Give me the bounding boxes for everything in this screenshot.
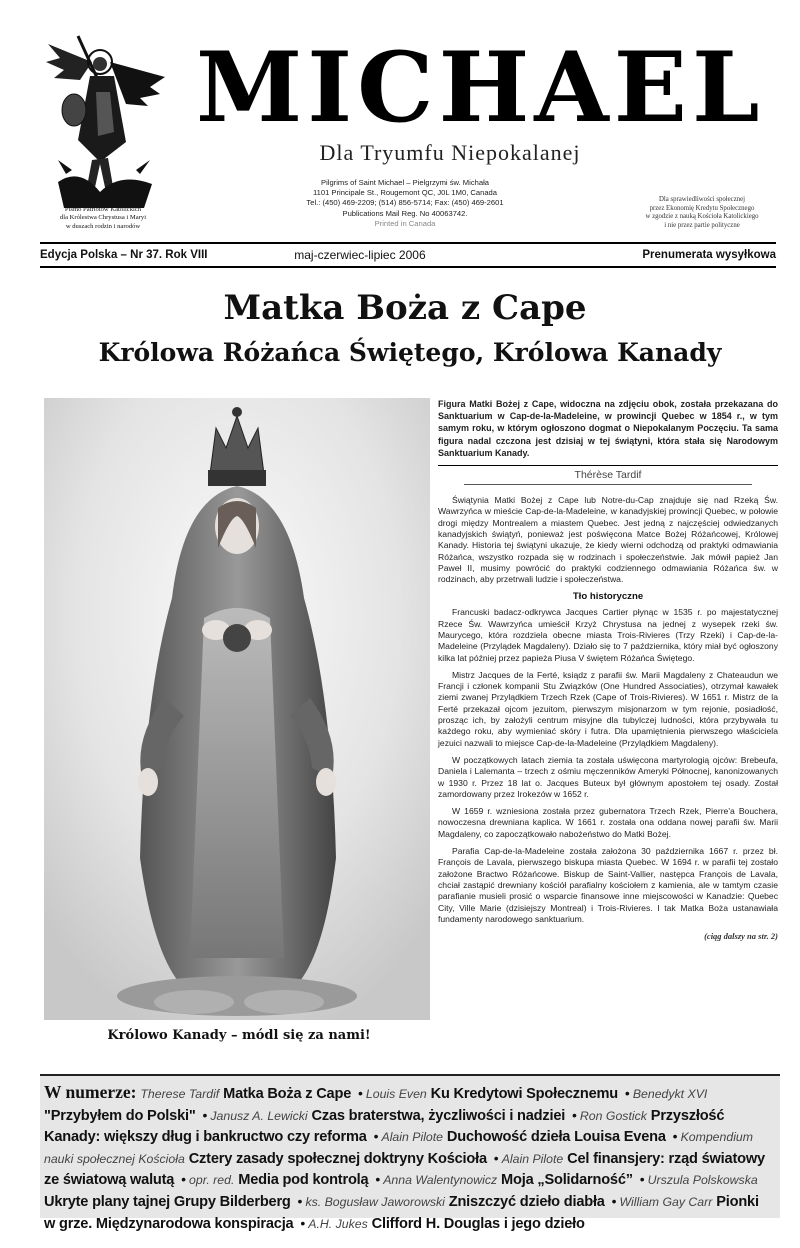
article-paragraph: Francuski badacz-odkrywca Jacques Cartier płynąc w 1535 r. po majestatycznej Rzece Św. Wawrzyńca umieścił Krzyż Chrystusa na jednej z wysepek rzeki św. Maurycego, która rozdziela obecne miasta Trois-Rivieres (Trzy Rzeki) i Cap-de-la-Madeleine (Przylądek Magdaleny). Działo się to 7 października, który miał być ogłoszony kilka lat później przez papieża Piusa V świętem Różańca Świętego. — [438, 607, 778, 663]
publisher-phone: Tel.: (450) 469-2209; (514) 856-5714; Fax: (450) 469-2601 — [306, 198, 504, 208]
article-paragraph: Świątynia Matki Bożej z Cape lub Notre-du-Cap znajduje się nad Rzeką Św. Wawrzyńca w mieście Cap-de-la-Madeleine, w kanadyjskiej prowincji Quebec, w połowie drogi między Montrealem a miastem Quebec. Jest jedną z najczęściej odwiedzanych kanadyjskich świątyń, ponieważ jest poświęcona Matce Bożej Różańcowej, Królowej Kanady. Historia tej świątyni ukazuje, że kiedy wierni odchodzą od praktyki odmawiania Różańca, wszystko rozpada się w rodzinach i społeczeństwie. Jak mówił papież Jan Paweł II, musimy powrócić do praktyki codziennego odmawiania Różańca św. w rodzinach, aby przetrwali ludzie i społeczeństwa. — [438, 495, 778, 585]
bullet-separator: • — [181, 1171, 187, 1188]
bullet-separator: • — [572, 1106, 577, 1123]
article-paragraph: Parafia Cap-de-la-Madeleine została założona 30 października 1667 r. przez bł. François de Lavala, pierwszego biskupa miasta Quebec. W 1694 r. w parafii tej zostało założone Bractwo Różańcowe. Biskup de Saint-Vallier, następca François de Lavala, chciał zastąpić drewniany kościół parafialny kościołem z kamienia, ale w tamtym czasie parafianie musieli prosić o wsparcie finansowe inne miejscowości w Kanadzie: Quebec City, Ville Marie (dzisiejszy Montreal) i Trois-Rivieres. I tak Matka Boża ustanawiała fundamenty narodowego sanktuarium. — [438, 846, 778, 924]
right-note-line: Dla sprawiedliwości społecznej — [658, 196, 746, 203]
issue-item-author: Alain Pilote — [501, 1151, 564, 1166]
headline-sub: Królowa Różańca Świętego, Królowa Kanady — [98, 338, 722, 367]
bullet-separator: • — [639, 1171, 645, 1188]
issue-item-author: Urszula Polskowska — [647, 1173, 758, 1188]
publisher-name: Pilgrims of Saint Michael – Pielgrzymi św. Michała — [321, 178, 489, 187]
divider — [438, 465, 778, 466]
bullet-separator: • — [375, 1171, 381, 1188]
article-paragraph: Mistrz Jacques de la Ferté, ksiądz z parafii św. Marii Magdaleny z Chateaudun we Francji i członek kompanii Stu Związków (One Hundred Associaties), otrzymał kawałek ziemi zwanej Przylądkiem Trzech Rzek (Cape of Trois-Rivieres). W 1651 r. Mistrz de la Ferté przekazał ojcom jezuitom, pierwszym misjonarzom w tym rejonie, posiadłość, prosząc ich, by założyli centrum misyjne dla tubylczej ludności, która przybywała tu każdego roku, aby wymieniać skóry i futra. Dla upamiętnienia pierwszego właściciela jezuici nazwali to miejsce Cap-de-la-Madeleine (Przylądkiem Magdaleny). — [438, 669, 778, 748]
issue-item-author: Benedykt XVI — [632, 1087, 708, 1101]
logo-caption-line: w duszach rodzin i narodów — [65, 222, 141, 230]
article-paragraph: W początkowych latach ziemia ta została uświęcona martyrologią ojców: Brebeufa, Daniela i Lalemanta – trzech z ośmiu męczenników Ameryki Północnej, kanonizowanych w 1930 r. Przez 18 lat o. Jacques Buteux był głównym apostołem tej osady. Został zamordowany przez Irokezów w 1652 r. — [438, 754, 778, 799]
masthead-right-note — [628, 196, 776, 230]
article-column — [438, 398, 778, 941]
subscription-label: Prenumerata wysyłkowa — [642, 249, 776, 261]
issue-item-title: Matka Boża z Cape — [223, 1086, 352, 1102]
headline-main: Matka Boża z Cape — [223, 288, 587, 328]
issue-item-title: Moja „Solidarność” — [501, 1172, 633, 1189]
issue-item — [210, 1107, 565, 1123]
issue-item-title: Ku Kredytowi Społecznemu — [430, 1086, 619, 1102]
publisher-info — [280, 178, 530, 229]
masthead-title: MICHAEL — [196, 31, 765, 144]
issue-item-title: Cztery zasady społecznej doktryny Kościoła — [188, 1150, 487, 1167]
logo-caption-line: dla Królestwa Chrystusa i Maryi — [59, 214, 147, 222]
logo-caption-line: Pismo Patriotów Katolickich — [64, 206, 142, 213]
in-this-issue-list — [40, 1076, 780, 1234]
issue-item-author: William Gay Carr — [619, 1194, 713, 1209]
printed-in: Printed in Canada — [374, 218, 436, 228]
saint-michael-logo — [40, 32, 168, 210]
issue-item-title: "Przybyłem do Polski" — [44, 1107, 196, 1124]
issue-item — [305, 1193, 604, 1209]
article-paragraph: W 1659 r. wzniesiona została przez gubernatora Trzech Rzek, Pierre'a Bouchera, nowoczesna drewniana kaplica. W 1661 r. została ona oddana nowej parafii św. Marii Magdaleny, co zapoczątkowało nabożeństwo do Matki Bożej. — [438, 806, 778, 839]
bullet-separator: • — [358, 1085, 363, 1101]
bullet-separator: • — [611, 1192, 617, 1209]
bullet-separator: • — [493, 1149, 499, 1166]
issue-item — [382, 1128, 666, 1144]
bullet-separator: • — [373, 1128, 379, 1145]
article-subhead: Tło historyczne — [572, 591, 644, 603]
bullet-separator: • — [672, 1128, 678, 1145]
masthead-subtitle: Dla Tryumfu Niepokalanej — [319, 140, 581, 165]
issue-item-author: Therese Tardif — [140, 1087, 220, 1101]
photo-caption: Królowo Kanady – módl się za nami! — [107, 1028, 371, 1043]
bullet-separator: • — [624, 1085, 630, 1101]
right-note-line: i nie przez partie polityczne — [664, 221, 740, 229]
divider — [464, 484, 752, 485]
issue-item-title: Duchowość dzieła Louisa Evena — [446, 1129, 666, 1146]
edition-bar — [40, 242, 776, 268]
issue-item-author: Ron Gostick — [579, 1108, 647, 1123]
issue-item-title: Zniszczyć dzieło diabła — [448, 1193, 605, 1210]
issue-item-title: Media pod kontrolą — [238, 1172, 369, 1189]
issue-item-author: Louis Even — [365, 1087, 427, 1101]
issue-item-title: Cel finansjery: rząd światowy ze światową walutą — [44, 1150, 765, 1189]
bullet-separator: • — [300, 1214, 306, 1231]
logo-caption — [34, 206, 172, 231]
issue-item-title: Pionki w grze. Międzynarodowa konspiracja — [44, 1193, 759, 1232]
publisher-mail-reg: Publications Mail Reg. No 40063742. — [342, 208, 468, 218]
issue-item — [189, 1171, 368, 1187]
issue-item-author: ks. Bogusław Jaworowski — [305, 1194, 445, 1209]
issue-item-title: Clifford H. Douglas i jego dzieło — [371, 1215, 585, 1232]
issue-item-title: Czas braterstwa, życzliwości i nadziei — [311, 1107, 566, 1124]
bullet-separator: • — [297, 1192, 303, 1209]
issue-item-author: Alain Pilote — [381, 1130, 444, 1145]
bullet-separator: • — [202, 1106, 208, 1123]
issue-item — [366, 1085, 618, 1101]
issue-item-author: Kompendium nauki społecznej Kościoła — [44, 1130, 754, 1166]
edition-number: Edycja Polska – Nr 37. Rok VIII — [40, 249, 208, 261]
issue-item-author: Anna Walentynowicz — [383, 1173, 498, 1188]
continued-note: (ciąg dalszy na str. 2) — [704, 931, 778, 942]
article-intro: Figura Matki Bożej z Cape, widoczna na zdjęciu obok, została przekazana do Sanktuarium w Cap-de-la-Madeleine, w prowincji Quebec w 1854 r., w tym samym roku, w którym ogłoszono dogmat o Niepokalanym Poczęciu. Ta sama figura nadal czczona jest dzisiaj w tej świątyni, która stała się Narodowym Sanktuarium Kanady. — [438, 399, 778, 458]
issue-item-author: opr. red. — [189, 1173, 235, 1188]
statue-photo — [44, 398, 430, 1020]
issue-item-author: Janusz A. Lewicki — [210, 1108, 308, 1123]
right-note-line: w zgodzie z nauką Kościoła Katolickiego — [645, 213, 759, 221]
in-this-issue-box — [40, 1074, 780, 1232]
article-author: Thérèse Tardif — [574, 469, 642, 482]
publisher-address: 1101 Principale St., Rougemont QC, J0L 1M0, Canada — [312, 188, 498, 198]
issue-item-title: Ukryte plany tajnej Grupy Bilderberg — [44, 1193, 291, 1210]
issue-item-title: Przyszłość Kanady: większy dług i bankructwo czy reforma — [44, 1107, 725, 1146]
issue-item — [140, 1085, 351, 1101]
issue-item — [308, 1215, 584, 1231]
edition-date: maj-czerwiec-lipiec 2006 — [294, 248, 426, 262]
issue-item-author: A.H. Jukes — [308, 1216, 368, 1231]
right-note-line: przez Ekonomię Kredytu Społecznego — [649, 204, 755, 212]
issue-item — [383, 1171, 633, 1187]
in-this-issue-label: W numerze: — [44, 1082, 137, 1102]
